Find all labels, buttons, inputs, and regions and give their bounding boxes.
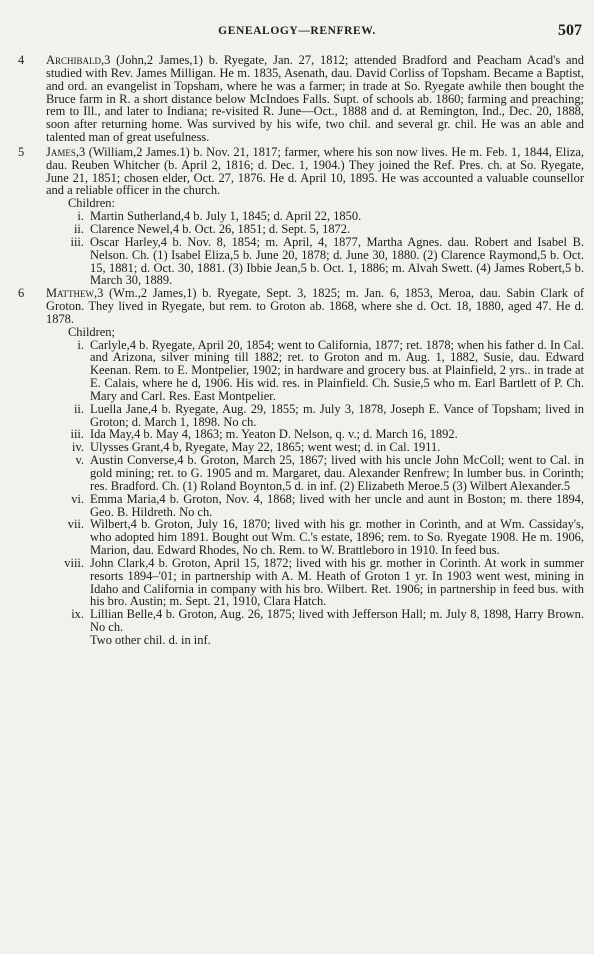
child-numeral: viii. [64, 555, 84, 570]
child-text: Ida May,4 b. May 4, 1863; m. Yeaton D. Nelson, q. v.; d. March 16, 1892. [90, 427, 458, 442]
child-numeral: vii. [67, 517, 84, 532]
entry-number: 6 [18, 286, 25, 301]
child-item [18, 236, 584, 287]
child-item [18, 454, 584, 493]
child-item [18, 557, 584, 608]
page-number: 507 [558, 22, 582, 39]
child-numeral: i. [77, 209, 84, 224]
genealogy-entry [18, 54, 584, 144]
entry-text: 3 (John,2 James,1) b. Ryegate, Jan. 27, 1812; attended Bradford and Peacham Acad's and studied with Rev. James Milligan. He m. 1835, Asenath, dau. David Corliss of Topsham. Became a Baptist, and ord. an evangelist in Topsham, where he was a farmer; in trade at So. Ryegate awhile then bought the Bruce farm in R. a short distance below McIndoes Falls. Supt. of schools ab. 1860; farming and preaching; rem to Ill., and later to Indiana; re-visited R. June—Oct., 1888 and d. at Remington, Ind., Dec. 20, 1888, soon after returning home. Was survived by his wife, two chil. and several gr. chil. He was an able and talented man of great usefulness. [46, 53, 584, 145]
child-item [18, 518, 584, 557]
child-numeral: ii. [73, 401, 84, 416]
child-numeral: iv. [72, 440, 84, 455]
child-text: Austin Converse,4 b. Groton, March 25, 1867; lived with his uncle John McColl; went to Cal. in gold mining; ret. to G. 1905 and m. Margaret, dau. Alexander Renfrew; In lumber bus. in Corinth; res. Bradford. Ch. (1) Roland Boynton,5 d. in inf. (2) Elizabeth Meroe.5 (3) Wilbert Alexander.5 [90, 453, 584, 493]
child-numeral: iii. [70, 234, 84, 249]
entry-text: 3 (Wm.,2 James,1) b. Ryegate, Sept. 3, 1825; m. Jan. 6, 1853, Meroa, dau. Sabin Clark of Groton. They lived in Ryegate, but rem. to Groton ab. 1868, where she d. Oct. 18, 1880, aged 47. He d. 1878. [46, 286, 584, 326]
child-text: Oscar Harley,4 b. Nov. 8, 1854; m. April, 4, 1877, Martha Agnes. dau. Robert and Isabel B. Nelson. Ch. (1) Isabel Eliza,5 b. June 20, 1878; d. June 30, 1880. (2) Clarence Raymond,5 b. Oct. 15, 1881; d. Oct. 30, 1881. (3) Ibbie Jean,5 b. Oct. 1, 1886; m. Alvah Swett. (4) James Robert,5 b. March 30, 1889. [90, 234, 584, 288]
child-text: John Clark,4 b. Groton, April 15, 1872; lived with his gr. mother in Corinth. At work in summer resorts 1894–'01; in partnership with A. M. Heath of Groton 1 yr. In 1903 went west, mining in Idaho and California in company with his bro. Wilbert. Ret. 1906; in partnership in feed bus. with his bro. Austin; m. Sept. 21, 1910, Clara Hatch. [90, 555, 584, 609]
entry-text: 3 (William,2 James.1) b. Nov. 21, 1817; farmer, where his son now lives. He m. Feb. 1, 1844, Eliza, dau. Reuben Whitcher (b. April 2, 1816; d. Dec. 1, 1904.) They joined the Ref. Pres. ch. at So. Ryegate, June 21, 1851; chosen elder, Oct. 27, 1876. He d. April 10, 1895. He was accounted a valuable counsellor and a reliable officer in the church. [46, 144, 584, 198]
child-numeral: ix. [71, 607, 84, 622]
genealogy-entry [18, 146, 584, 197]
child-text: Carlyle,4 b. Ryegate, April 20, 1854; went to California, 1877; ret. 1878; when his father d. In Cal. and Arizona, silver mining till 1882; ret. to Groton and m. Aug. 1, 1882, Susie, dau. Edward Keenan. Rem. to E. Montpelier, 1902; in hardware and grocery bus. at Plainfield, 2 yrs.. in trade at E. Calais, where he d, 1906. His wid. res. in Plainfield. Ch. Susie,5 who m. Earl Bartlett of P. Ch. Mary and Carl. Res. East Montpelier. [90, 337, 584, 403]
page-header [0, 22, 594, 42]
entry-name: Matthew, [46, 286, 98, 301]
child-text: Clarence Newel,4 b. Oct. 26, 1851; d. Sept. 5, 1872. [90, 221, 351, 236]
page-body [18, 54, 584, 647]
children-label: Children: [68, 196, 115, 211]
child-text: Martin Sutherland,4 b. July 1, 1845; d. April 22, 1850. [90, 209, 362, 224]
child-text: Lillian Belle,4 b. Groton, Aug. 26, 1875; lived with Jefferson Hall; m. July 8, 1898, Harry Brown. No ch. [90, 607, 584, 635]
child-item [18, 403, 584, 429]
child-text: Ulysses Grant,4 b, Ryegate, May 22, 1865; went west; d. in Cal. 1911. [90, 440, 441, 455]
child-numeral: v. [75, 453, 84, 468]
closing-note: Two other chil. d. in inf. [90, 632, 211, 647]
running-head: GENEALOGY—RENFREW. [218, 25, 376, 37]
child-item [18, 339, 584, 403]
entry-number: 5 [18, 144, 25, 159]
child-numeral: ii. [73, 221, 84, 236]
child-text: Luella Jane,4 b. Ryegate, Aug. 29, 1855; m. July 3, 1878, Joseph E. Vance of Topsham; lived in Groton; d. March 1, 1898. No ch. [90, 401, 584, 429]
entry-number: 4 [18, 53, 25, 67]
entry-name: James, [46, 144, 79, 159]
child-item [18, 608, 584, 634]
child-numeral: vi. [71, 491, 84, 506]
child-numeral: iii. [70, 427, 84, 442]
children-label: Children; [68, 324, 115, 339]
child-numeral: i. [77, 337, 84, 352]
genealogy-entry [18, 287, 584, 326]
child-item [18, 493, 584, 519]
entry-name: Archibald, [46, 53, 105, 67]
child-text: Emma Maria,4 b. Groton, Nov. 4, 1868; lived with her uncle and aunt in Boston; m. there 1894, Geo. B. Hildreth. No ch. [90, 491, 584, 519]
child-text: Wilbert,4 b. Groton, July 16, 1870; lived with his gr. mother in Corinth, and at Wm. Cassiday's, who adopted him 1891. Bought out Wm. C.'s estate, 1896; rem. to So. Ryegate 1908. He m. 1906, Marion, dau. Edward Rhodes, No ch. Rem. to W. Brattleboro in 1910. In feed bus. [90, 517, 584, 558]
